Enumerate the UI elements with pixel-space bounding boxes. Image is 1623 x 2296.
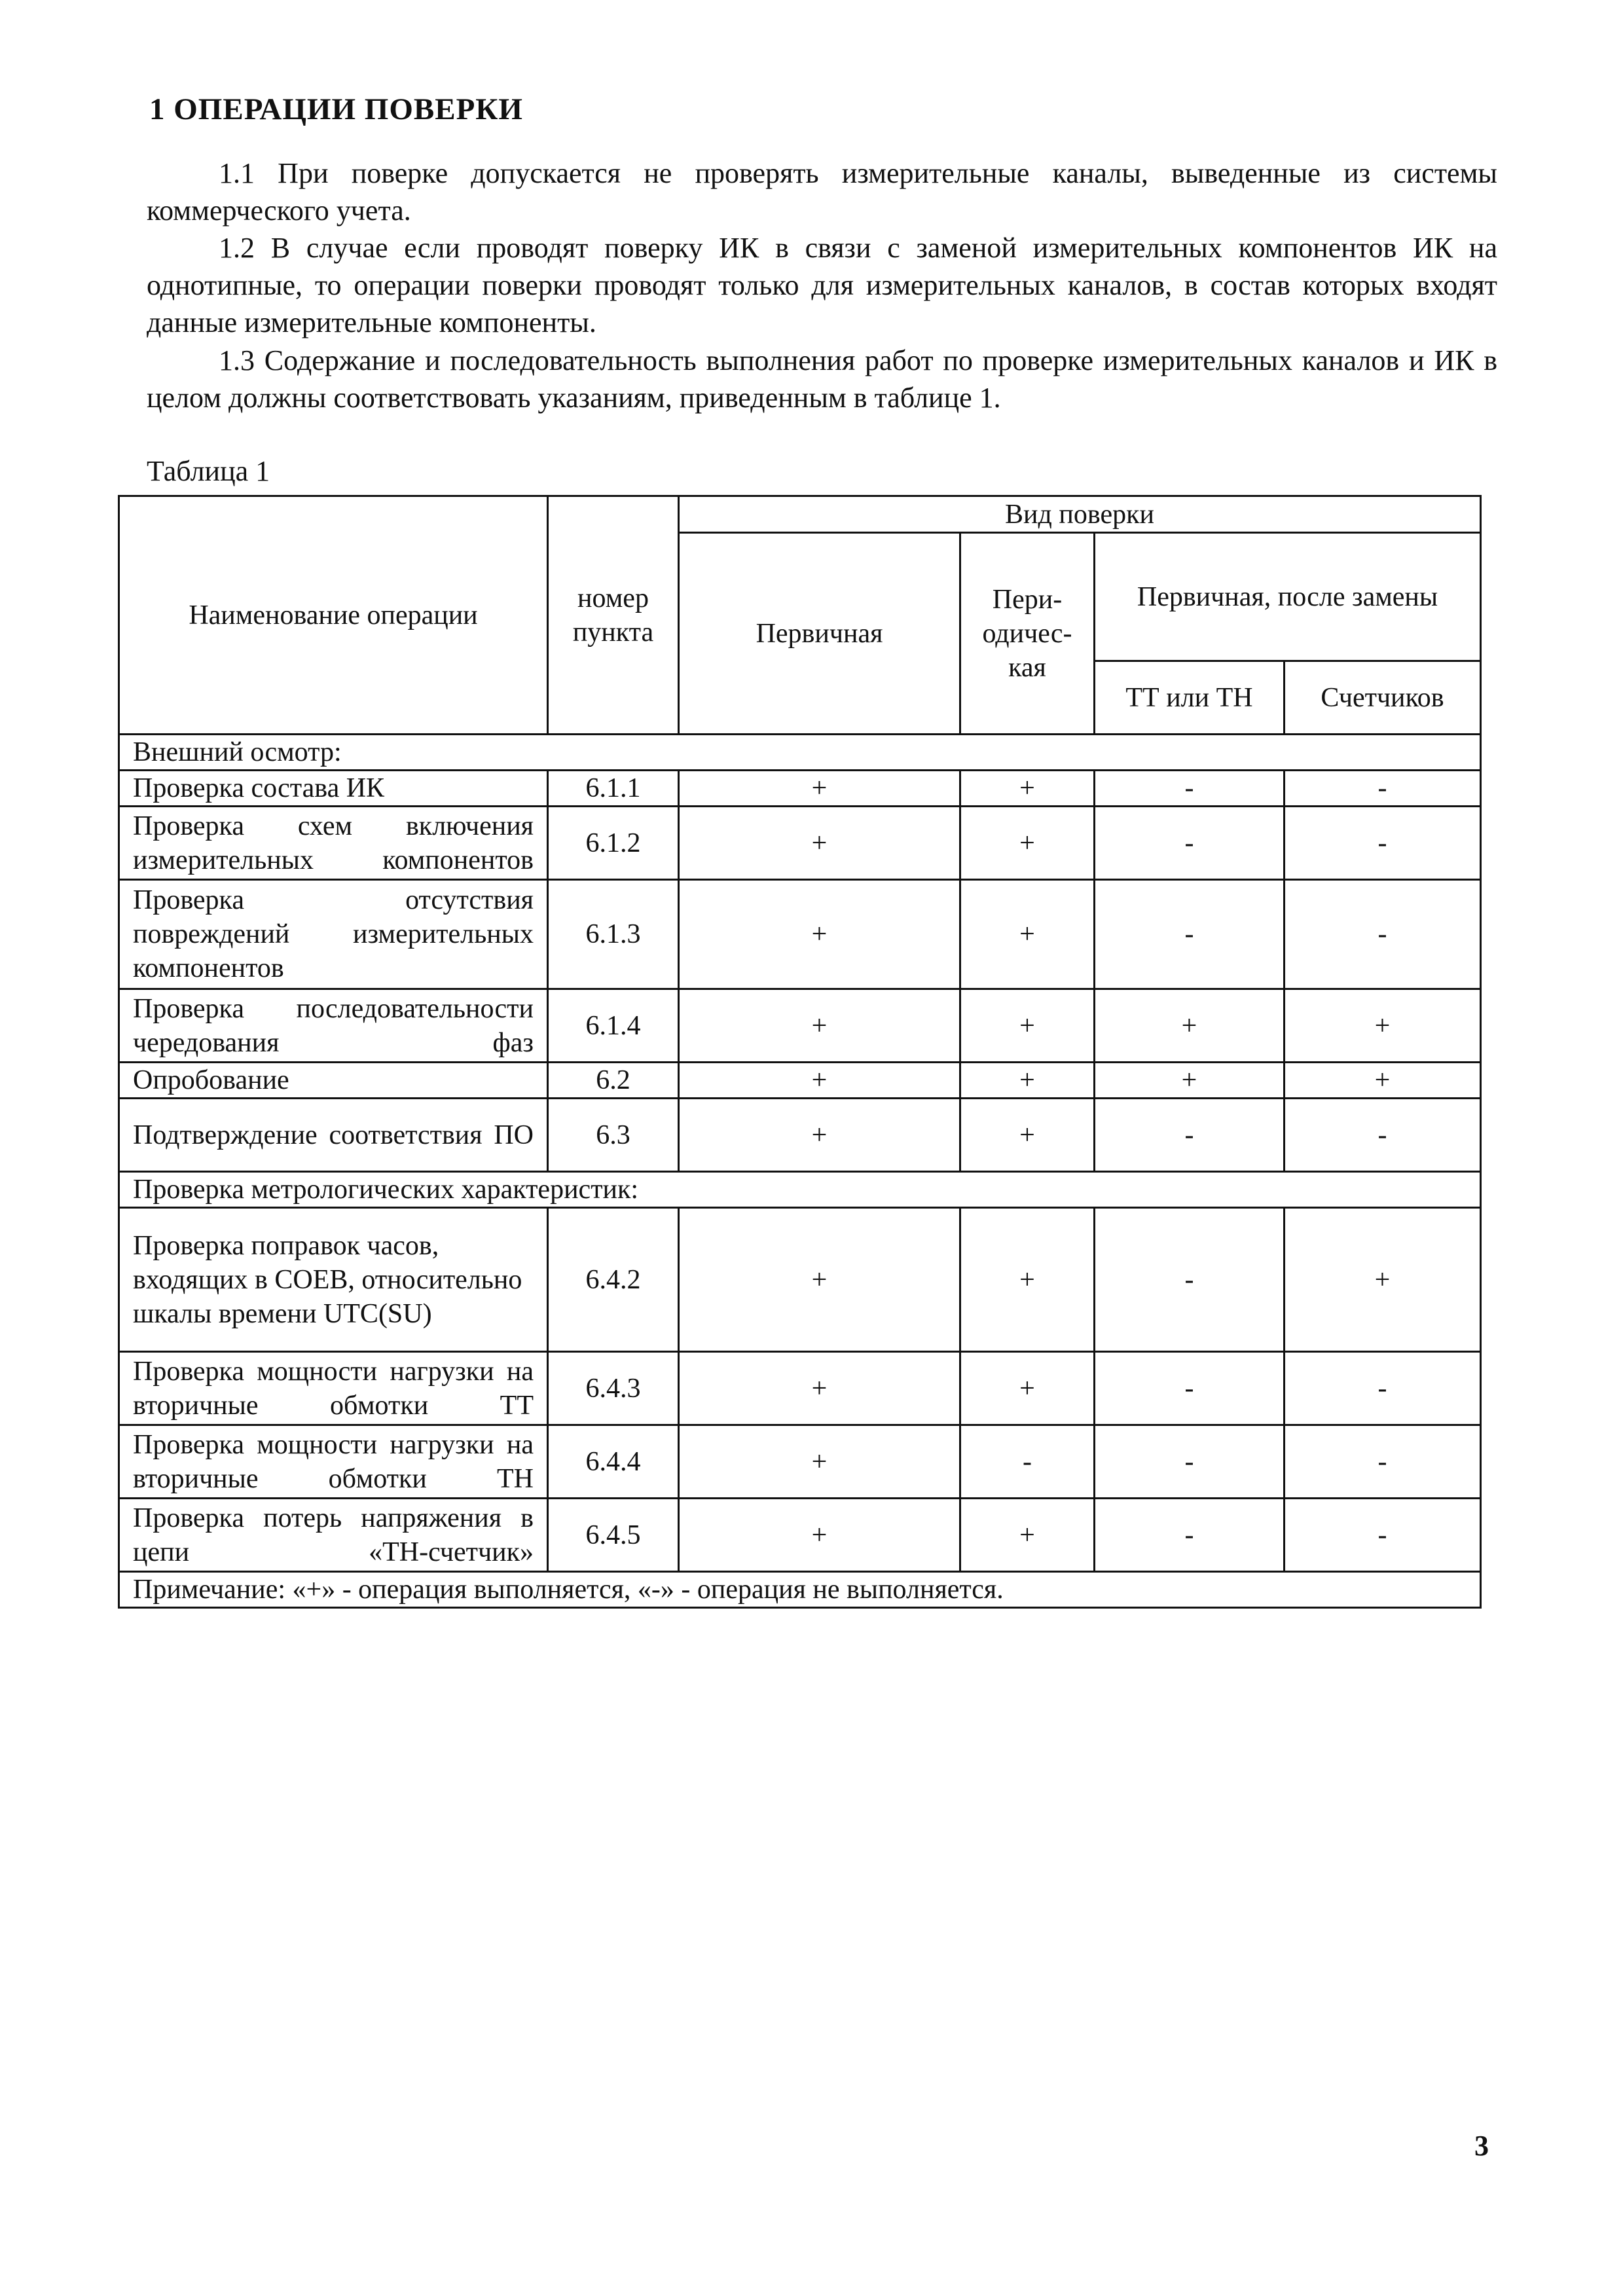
tt-tn-mark: + [1095,989,1285,1063]
tt-tn-mark: - [1095,771,1285,807]
periodic-mark: + [960,1499,1095,1572]
periodic-mark: + [960,771,1095,807]
meters-mark: - [1285,1499,1481,1572]
tt-tn-mark: + [1095,1063,1285,1099]
section-external-inspection: Внешний осмотр: [119,735,1481,771]
operation-name: Проверка мощности нагрузки на вторичные обмотки ТН [119,1425,548,1499]
item-number: 6.4.2 [548,1208,679,1352]
table-note: Примечание: «+» - операция выполняется, «-» - операция не выполняется. [119,1572,1481,1608]
table-row [119,880,1481,989]
tt-tn-mark: - [1095,1499,1285,1572]
meters-mark: - [1285,771,1481,807]
primary-mark: + [679,1063,960,1099]
tt-tn-mark: - [1095,1425,1285,1499]
header-primary: Первичная [679,533,960,735]
header-verification-type: Вид поверки [679,496,1481,533]
meters-mark: - [1285,880,1481,989]
periodic-mark: + [960,880,1095,989]
operation-name: Проверка схем включения измерительных компонентов [119,807,548,880]
meters-mark: - [1285,1352,1481,1425]
primary-mark: + [679,880,960,989]
tt-tn-mark: - [1095,1352,1285,1425]
table-caption: Таблица 1 [147,455,270,487]
item-number: 6.4.5 [548,1499,679,1572]
primary-mark: + [679,771,960,807]
paragraph-1-2: 1.2 В случае если проводят поверку ИК в связи с заменой измерительных компонентов ИК на однотипные, то операции поверки проводят только для измерительных каналов, в состав которых входят данные измерительные компоненты. [147,232,1497,338]
item-number: 6.2 [548,1063,679,1099]
paragraph-1-3: 1.3 Содержание и последовательность выполнения работ по проверке измерительных каналов и ИК в целом должны соответствовать указаниям, приведенным в таблице 1. [147,344,1497,414]
header-tt-or-tn: ТТ или ТН [1095,661,1285,735]
page-number: 3 [1474,2130,1489,2162]
item-number: 6.4.3 [548,1352,679,1425]
operations-table [118,495,1482,1609]
operation-name: Проверка поправок часов, входящих в СОЕВ, относительно шкалы времени UTC(SU) [119,1208,548,1352]
table-row [119,1063,1481,1099]
operation-name: Подтверждение соответствия ПО [119,1099,548,1172]
periodic-mark: + [960,989,1095,1063]
primary-mark: + [679,989,960,1063]
operation-name: Проверка последовательности чередования фаз [119,989,548,1063]
paragraph-1-1: 1.1 При поверке допускается не проверять измерительные каналы, выведенные из системы коммерческого учета. [147,157,1497,227]
item-number: 6.1.3 [548,880,679,989]
primary-mark: + [679,1499,960,1572]
primary-mark: + [679,1099,960,1172]
item-number: 6.4.4 [548,1425,679,1499]
meters-mark: - [1285,807,1481,880]
table-row [119,1352,1481,1425]
meters-mark: - [1285,1099,1481,1172]
periodic-mark: - [960,1425,1095,1499]
operation-name: Проверка потерь напряжения в цепи «ТН-счетчик» [119,1499,548,1572]
header-item-number: номер пункта [548,496,679,735]
meters-mark: - [1285,1425,1481,1499]
table-row [119,989,1481,1063]
meters-mark: + [1285,989,1481,1063]
primary-mark: + [679,1425,960,1499]
meters-mark: + [1285,1063,1481,1099]
meters-mark: + [1285,1208,1481,1352]
tt-tn-mark: - [1095,807,1285,880]
table-row [119,1425,1481,1499]
operation-name: Проверка отсутствия повреждений измерительных компонентов [119,880,548,989]
primary-mark: + [679,1208,960,1352]
periodic-mark: + [960,1208,1095,1352]
header-operation-name: Наименование операции [119,496,548,735]
periodic-mark: + [960,1063,1095,1099]
section-metrological-characteristics: Проверка метрологических характеристик: [119,1172,1481,1208]
header-periodic: Пери-одичес-кая [960,533,1095,735]
header-meters: Счетчиков [1285,661,1481,735]
header-primary-after-replacement: Первичная, после замены [1095,533,1481,661]
periodic-mark: + [960,807,1095,880]
periodic-mark: + [960,1099,1095,1172]
table-row [119,807,1481,880]
primary-mark: + [679,1352,960,1425]
item-number: 6.1.4 [548,989,679,1063]
table-row [119,1499,1481,1572]
item-number: 6.3 [548,1099,679,1172]
operation-name: Проверка мощности нагрузки на вторичные обмотки ТТ [119,1352,548,1425]
table-row [119,771,1481,807]
item-number: 6.1.2 [548,807,679,880]
tt-tn-mark: - [1095,880,1285,989]
periodic-mark: + [960,1352,1095,1425]
section-heading: 1 ОПЕРАЦИИ ПОВЕРКИ [149,92,523,126]
operation-name: Опробование [119,1063,548,1099]
operation-name: Проверка состава ИК [119,771,548,807]
tt-tn-mark: - [1095,1208,1285,1352]
table-row [119,1099,1481,1172]
table-row [119,1208,1481,1352]
item-number: 6.1.1 [548,771,679,807]
primary-mark: + [679,807,960,880]
tt-tn-mark: - [1095,1099,1285,1172]
